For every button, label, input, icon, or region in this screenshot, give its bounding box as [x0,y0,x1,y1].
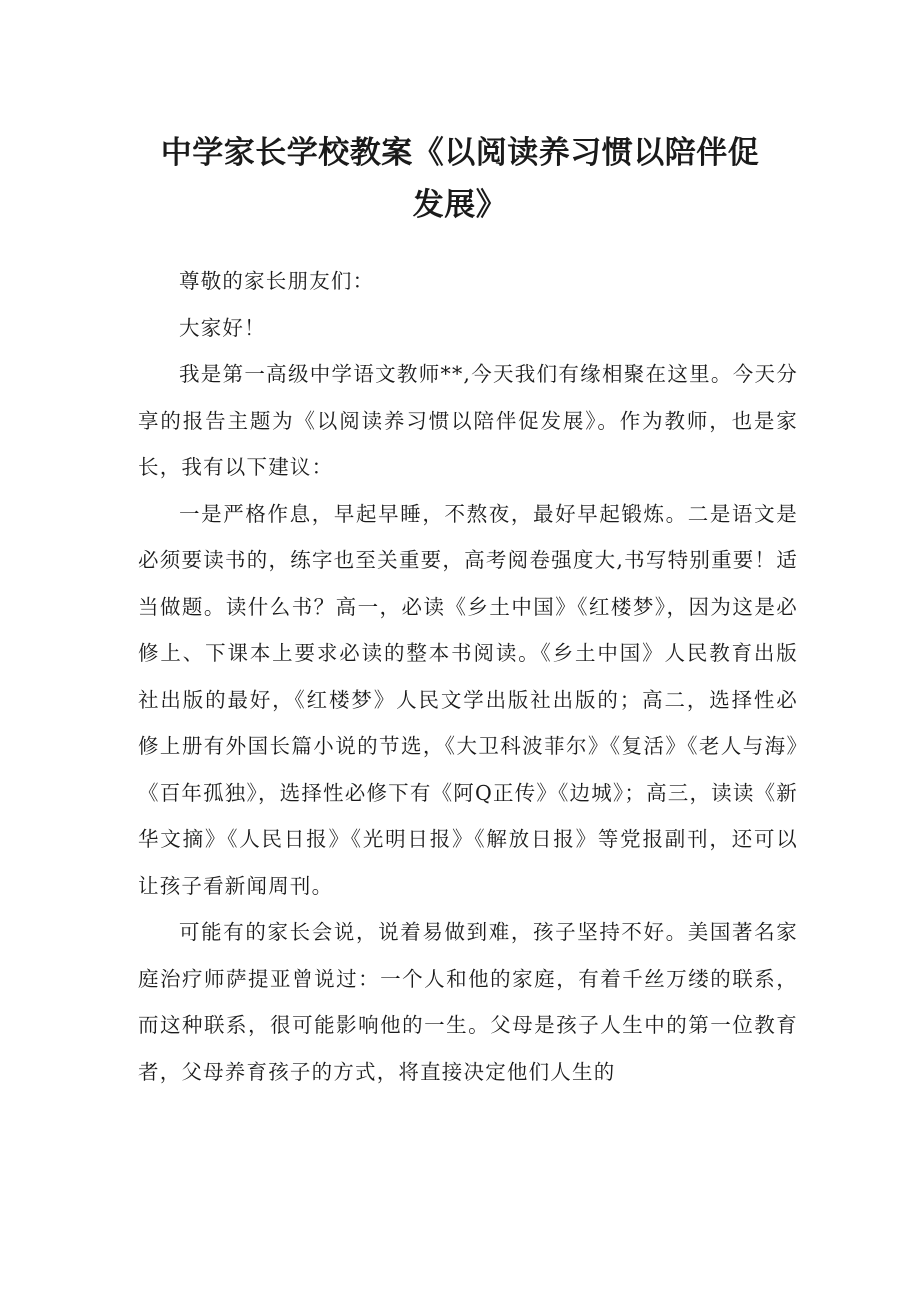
greeting-paragraph: 大家好！ [179,315,266,340]
introduction-paragraph: 我是第一高级中学语文教师**,今天我们有缘相聚在这里。今天分享的报告主题为《以阅读养习惯以陪伴促发展》。作为教师，也是家长，我有以下建议： [138,362,798,479]
salutation-paragraph: 尊敬的家长朋友们： [179,269,375,293]
suggestions-paragraph: 一是严格作息，早起早睡，不熬夜，最好早起锻炼。二是语文是必须要读书的，练字也至关重要，高考阅卷强度大,书写特别重要！适当做题。读什么书？高一，必读《乡土中国》《红楼梦》，因为这是必修上、下课本上要求必读的整本书阅读。《乡土中国》人民教育出版社出版的最好，《红楼梦》人民文学出版社出版的；高二，选择性必修上册有外国长篇小说的节选，《大卫科波菲尔》《复活》《老人与海》《百年孤独》，选择性必修下有《阿Q正传》《边城》；高三，读读《新华文摘》《人民日报》《光明日报》《解放日报》等党报副刊，还可以让孩子看新闻周刊。 [138,501,798,898]
family-education-paragraph: 可能有的家长会说，说着易做到难，孩子坚持不好。美国著名家庭治疗师萨提亚曾说过：一个人和他的家庭，有着千丝万缕的联系，而这种联系，很可能影响他的一生。父母是孩子人生中的第一位教育者，父母养育孩子的方式，将直接决定他们人生的 [138,920,798,1084]
document-title-line-2: 发展》 [412,187,508,223]
document-body [138,258,798,1095]
document-title-line-1: 中学家长学校教案《以阅读养习惯以陪伴促 [160,135,760,171]
